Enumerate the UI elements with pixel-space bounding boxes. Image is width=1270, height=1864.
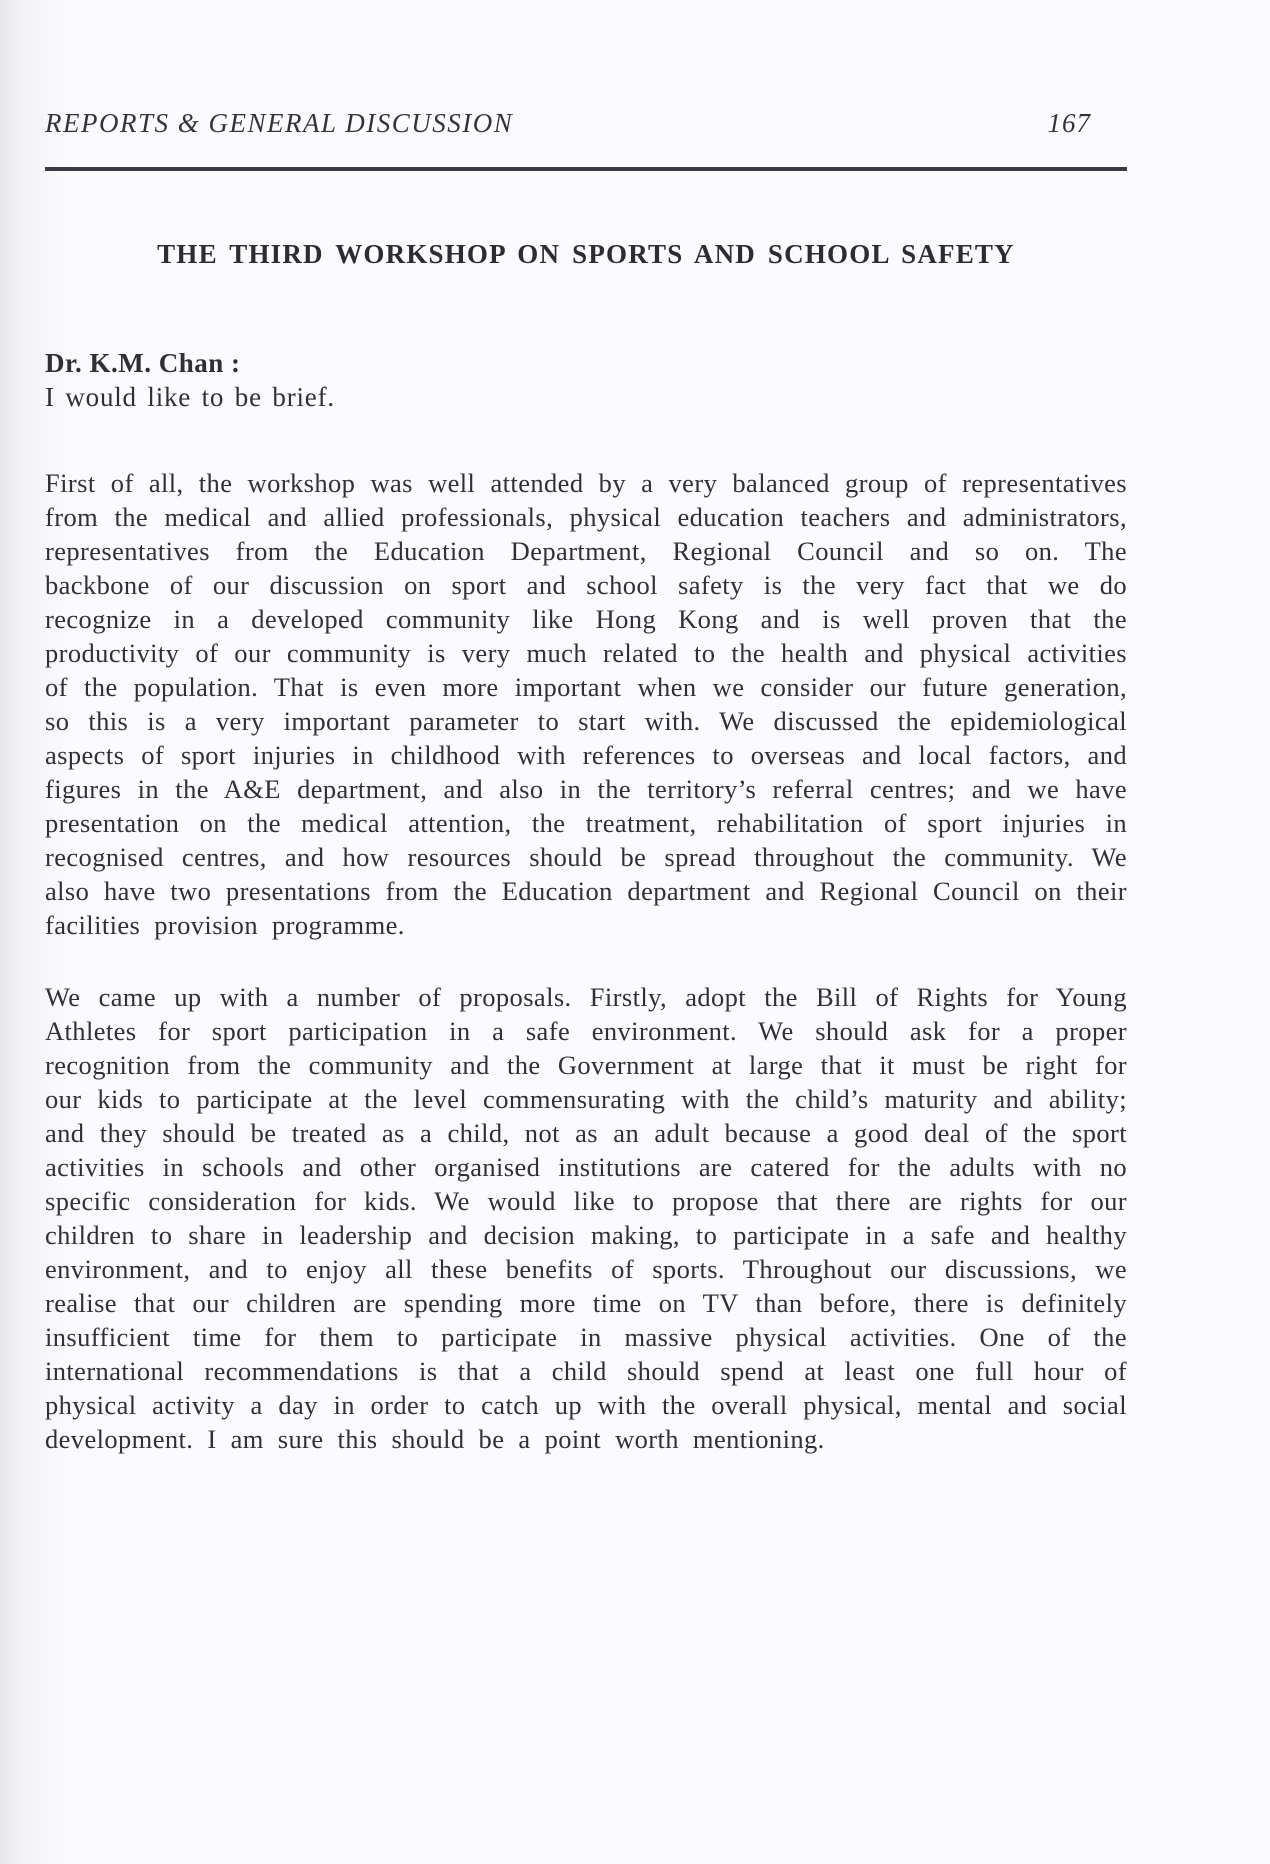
running-header-title: REPORTS & GENERAL DISCUSSION — [45, 108, 514, 138]
header-divider-rule — [45, 167, 1127, 171]
page-title: THE THIRD WORKSHOP ON SPORTS AND SCHOOL SAFETY — [157, 239, 1015, 269]
page-number: 167 — [1047, 108, 1091, 138]
speaker-block — [45, 346, 1127, 414]
paragraph-proposals: We came up with a number of proposals. Firstly, adopt the Bill of Rights for Young Athletes for sport participation in a safe environment. We should ask for a proper recognition from the community and the Government at large that it must be right for our kids to participate at the level commensurating with the child’s maturity and ability; and they should be treated as a child, not as an adult because a good deal of the sport activities in schools and other organised institutions are catered for the adults with no specific consideration for kids. We would like to propose that there are rights for our children to share in leadership and decision making, to participate in a safe and healthy environment, and to enjoy all these benefits of sports. Throughout our discussions, we realise that our children are spending more time on TV than before, there is definitely insufficient time for them to participate in massive physical activities. One of the international recommendations is that a child should spend at least one full hour of physical activity a day in order to catch up with the overall physical, mental and social development. I am sure this should be a point worth mentioning. — [45, 982, 1127, 1454]
page-content — [45, 0, 1127, 1483]
paragraph-workshop-summary: First of all, the workshop was well attended by a very balanced group of representatives from the medical and allied professionals, physical education teachers and administrators, representatives from the Education Department, Regional Council and so on. The backbone of our discussion on sport and school safety is the very fact that we do recognize in a developed community like Hong Kong and is well proven that the productivity of our community is very much related to the health and physical activities of the population. That is even more important when we consider our future generation, so this is a very important parameter to start with. We discussed the epidemiological aspects of sport injuries in childhood with references to overseas and local factors, and figures in the A&E department, and also in the territory’s referral centres; and we have presentation on the medical attention, the treatment, rehabilitation of sport injuries in recognised centres, and how resources should be spread throughout the community. We also have two presentations from the Education department and Regional Council on their facilities provision programme. — [45, 468, 1127, 940]
running-header-row — [45, 108, 1127, 139]
speaker-name: Dr. K.M. Chan : — [45, 348, 241, 378]
speaker-intro-line: I would like to be brief. — [45, 382, 335, 412]
